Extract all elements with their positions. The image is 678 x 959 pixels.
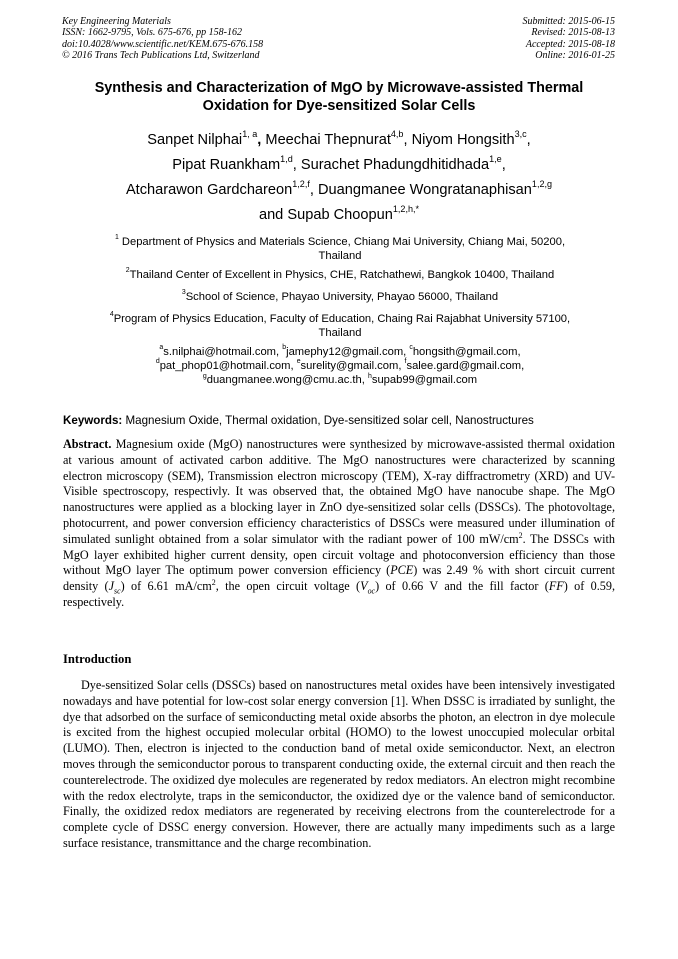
- abstract: [63, 437, 615, 611]
- superscript: 2: [211, 578, 216, 588]
- title-line: Synthesis and Characterization of MgO by Microwave-assisted Thermal: [94, 80, 584, 96]
- email-mark: d: [155, 358, 160, 366]
- email-address[interactable]: supab99@gmail.com: [371, 374, 478, 387]
- email-mark: c: [409, 344, 413, 352]
- symbol-pce: PCE: [390, 563, 414, 578]
- affiliation-text: Program of Physics Education, Faculty of Education, Chaing Rai Rajabhat University 57100,: [113, 313, 571, 325]
- section-heading: Introduction: [63, 652, 132, 666]
- email-line: [60, 359, 620, 373]
- abstract-text: ) was 2.49 % with short circuit current density (: [63, 563, 615, 594]
- affiliation-text: School of Science, Phayao University, Phayao 56000, Thailand: [185, 291, 499, 303]
- email-line: [60, 345, 620, 359]
- subscript: oc: [367, 586, 376, 596]
- journal-header-left: [62, 16, 263, 62]
- author-affil-mark: 1,d: [280, 153, 293, 164]
- email-address[interactable]: s.nilphai@hotmail.com,: [163, 346, 283, 358]
- subscript: sc: [114, 586, 121, 596]
- abstract-text: ) of 0.59, respectively.: [63, 579, 616, 609]
- email-list: [60, 345, 620, 388]
- submitted-date: Submitted: 2015-06-15: [522, 16, 615, 27]
- abstract-text: . The DSSCs with MgO layer exhibited higher current density, open circuit voltage and photoconversion efficiency than those without MgO layer The optimum power conversion efficiency (: [63, 531, 616, 578]
- abstract-text: , the open circuit voltage (: [215, 579, 361, 594]
- keywords-label: Keywords:: [63, 414, 123, 427]
- keywords: [63, 414, 623, 428]
- affiliation-number: 2: [125, 267, 130, 275]
- affiliation-text: Thailand Center of Excellent in Physics, CHE, Ratchathewi, Bangkok 10400, Thailand: [129, 269, 555, 281]
- affiliation-text: Department of Physics and Materials Science, Chiang Mai University, Chiang Mai, 50200,: [118, 236, 566, 248]
- online-date: Online: 2016-01-25: [535, 50, 615, 62]
- email-mark: e: [296, 358, 301, 366]
- abstract-text: ) of 6.61 mA/cm: [120, 579, 212, 594]
- author-joiner: and: [258, 207, 284, 223]
- author-name: Duangmanee Wongratanaphisan: [317, 182, 532, 198]
- author-line: Sanpet Nilphai$^{1, a}$, Meechai Thepnurat$^{4,b}$, Niyom Hongsith$^{3,c}$,: [147, 128, 531, 148]
- author-name: Atcharawon Gardchareon: [125, 182, 293, 198]
- affiliation-text: Thailand: [318, 250, 362, 263]
- introduction-paragraph: Dye-sensitized Solar cells (DSSCs) based on nanostructures metal oxides have been intensively investigated nowadays and have potential for low-cost solar energy conversion [1]. When DSSC is irradiated by sunlight, the dye that adsorbed on the surface of semiconducting metal oxide absorbs the photon, an electron in dye molecule is excited from the highest occupied molecular orbital (HOMO) to the lowest unoccupied molecular orbital (LUMO). Then, electron is injected to the conduction band of metal oxide semiconductor. Next, an electron moves through the semiconductor porous to transparent conducting oxide, the external circuit and then reach the counterelectrode. The oxidized dye molecules are regenerated by redox mediators. An electron might recombine with the redox electrolyte, traps in the semiconductor, the oxidized dye or the valence band of semiconductor. Finally, the oxidized redox mediators are regenerated by receiving electrons from the counterelectrode for a complete cycle of DSSC energy conversion. However, there are actually many impediments such as a large surface resistance, transmittance and the charge recombination.: [63, 678, 615, 850]
- email-mark: a: [159, 344, 164, 352]
- author-affil-mark: 1,2,h,*: [392, 203, 420, 214]
- paper-title: [50, 79, 628, 115]
- copyright-line: © 2016 Trans Tech Publications Ltd, Switzerland: [62, 50, 260, 62]
- affiliation-number: 3: [181, 289, 186, 297]
- revised-date: Revised: 2015-08-13: [531, 27, 615, 39]
- issn-line: ISSN: 1662-9795, Vols. 675-676, pp 158-162: [62, 27, 242, 39]
- abstract-text: ) of 0.66 V and the fill factor (: [375, 579, 549, 594]
- author-affil-mark: 1,2,f: [292, 178, 310, 189]
- abstract-text: Magnesium oxide (MgO) nanostructures were synthesized by microwave-assisted thermal oxidation at various amount of activated carbon additive. The MgO nanostructures were characterized by scanning electron microscopy (SEM), Transmission electron microscopy (TEM), X-ray diffractrometry (XRD) and UV-Visible spectroscopy, respectivly. It was observed that, the obtained MgO have nanocube shape. The MgO nanostructures were applied as a blocking layer in ZnO dye-sensitized solar cells (DSSCs). The photovoltage, photocurrent, and power conversion efficiency characteristics of DSSCs were measured under illumination of simulated sunlight obtained from a solar simulator with the radiant power of 100 mW/cm: [63, 437, 615, 546]
- affiliation: [60, 290, 620, 304]
- email-address[interactable]: hongsith@gmail.com,: [412, 346, 521, 358]
- symbol-voc: V: [360, 579, 368, 594]
- author-name: Meechai Thepnurat: [265, 132, 391, 148]
- author-name: Pipat Ruankham: [172, 157, 281, 173]
- author-list: [50, 128, 628, 228]
- symbol-ff: FF: [548, 579, 564, 594]
- author-name: Surachet Phadungdhitidhada: [300, 157, 490, 173]
- author-name: Supab Choopun: [287, 207, 393, 223]
- email-address[interactable]: duangmanee.wong@cmu.ac.th,: [206, 374, 368, 387]
- email-address[interactable]: surelity@gmail.com,: [300, 360, 405, 373]
- email-address[interactable]: jamephy12@gmail.com,: [286, 346, 410, 358]
- affiliation-text: Thailand: [318, 327, 362, 340]
- affiliation-number: 1: [114, 234, 119, 242]
- superscript: 2: [518, 530, 523, 540]
- abstract-label: Abstract.: [63, 437, 112, 451]
- doi-line: doi:10.4028/www.scientific.net/KEM.675-676.158: [62, 38, 264, 50]
- author-affil-mark: 1,2,g: [531, 178, 553, 189]
- author-line: Pipat Ruankham$^{1,d}$, Surachet Phadungdhitidhada$^{1,e}$,: [172, 153, 506, 173]
- email-address[interactable]: pat_phop01@hotmail.com,: [159, 360, 297, 373]
- symbol-jsc: J: [108, 579, 115, 594]
- author-affil-mark: 3,c: [514, 128, 527, 139]
- affiliation-number: 4: [109, 311, 114, 319]
- email-mark: b: [282, 344, 287, 352]
- author-affil-mark: 4,b: [390, 128, 404, 139]
- email-address[interactable]: salee.gard@gmail.com,: [406, 360, 525, 373]
- email-mark: h: [367, 372, 372, 380]
- journal-header-right: [523, 16, 616, 62]
- author-affil-mark: 1,e: [489, 153, 502, 164]
- author-name: Sanpet Nilphai: [147, 132, 243, 148]
- author-line: Atcharawon Gardchareon$^{1,2,f}$, Duangmanee Wongratanaphisan$^{1,2,g}$: [125, 178, 553, 198]
- author-affil-mark: 1, a: [242, 128, 258, 139]
- keywords-text: Magnesium Oxide, Thermal oxidation, Dye-sensitized solar cell, Nanostructures: [122, 414, 534, 427]
- accepted-date: Accepted: 2015-08-18: [525, 38, 615, 50]
- author-name: Niyom Hongsith: [411, 132, 515, 148]
- affiliation: [60, 268, 620, 282]
- email-mark: g: [202, 372, 207, 380]
- affiliation: [60, 312, 620, 340]
- author-line: [50, 203, 628, 228]
- affiliation: [60, 235, 620, 263]
- title-line: Oxidation for Dye-sensitized Solar Cells: [202, 98, 476, 114]
- email-line: [60, 373, 620, 387]
- email-mark: f: [404, 358, 407, 366]
- journal-name: Key Engineering Materials: [62, 16, 171, 27]
